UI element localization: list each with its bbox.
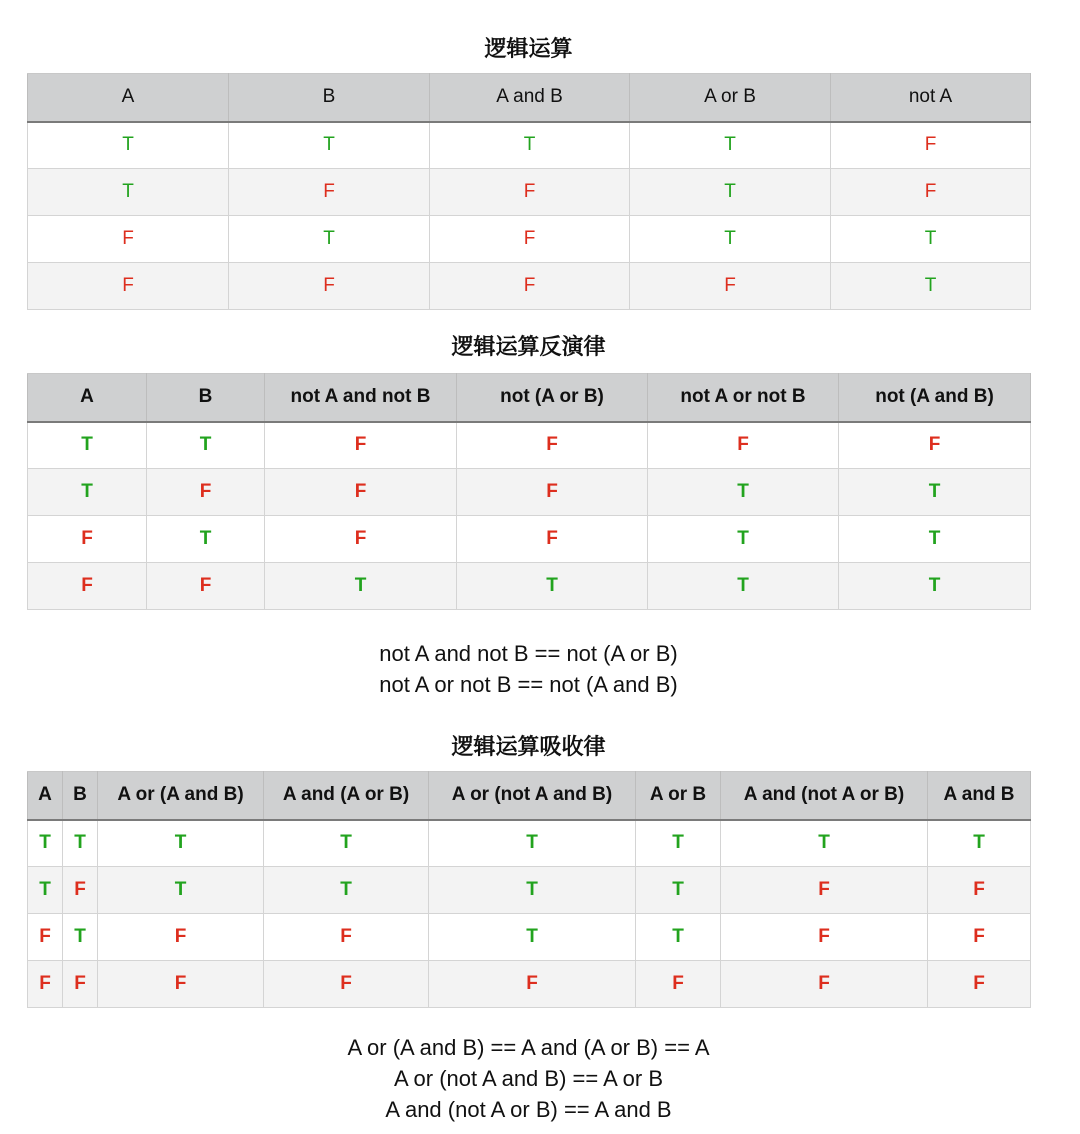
identity-equation: A and (not A or B) == A and B xyxy=(385,1097,672,1122)
truth-value-cell: F xyxy=(264,961,429,1008)
truth-value-cell: F xyxy=(265,422,457,469)
truth-value-cell: F xyxy=(429,961,636,1008)
truth-value-cell: T xyxy=(636,867,721,914)
section-title-de-morgan: 逻辑运算反演律 xyxy=(451,335,606,360)
column-header-a: A xyxy=(28,772,63,820)
column-header-not-a: not A xyxy=(831,74,1031,122)
truth-value-cell: F xyxy=(636,961,721,1008)
truth-value-cell: F xyxy=(147,563,265,610)
truth-value-cell: T xyxy=(98,867,264,914)
truth-value-cell: F xyxy=(147,469,265,516)
truth-value-cell: F xyxy=(721,961,928,1008)
truth-value-cell: T xyxy=(429,914,636,961)
column-header-a-or-b: A or B xyxy=(630,74,831,122)
identity-equation: not A and not B == not (A or B) xyxy=(379,641,678,666)
truth-value-cell: F xyxy=(265,516,457,563)
table-row xyxy=(28,216,1031,263)
table-row xyxy=(28,914,1031,961)
column-header-a-and-not-a-or-b: A and (not A or B) xyxy=(721,772,928,820)
truth-value-cell: T xyxy=(28,122,229,169)
truth-value-cell: T xyxy=(457,563,648,610)
truth-value-cell: F xyxy=(648,422,839,469)
truth-value-cell: T xyxy=(28,820,63,867)
truth-value-cell: F xyxy=(721,914,928,961)
truth-value-cell: F xyxy=(721,867,928,914)
truth-value-cell: F xyxy=(457,422,648,469)
identity-equation: not A or not B == not (A and B) xyxy=(379,672,678,697)
truth-value-cell: T xyxy=(265,563,457,610)
truth-value-cell: T xyxy=(429,820,636,867)
column-header-not-a-or-b: not (A or B) xyxy=(457,374,648,422)
truth-value-cell: T xyxy=(147,422,265,469)
truth-value-cell: T xyxy=(63,820,98,867)
de-morgan-notes xyxy=(0,638,1057,700)
column-header-not-a-and-b: not (A and B) xyxy=(839,374,1031,422)
truth-value-cell: F xyxy=(928,914,1031,961)
table-row xyxy=(28,961,1031,1008)
truth-value-cell: F xyxy=(264,914,429,961)
table-row xyxy=(28,516,1031,563)
truth-value-cell: F xyxy=(928,961,1031,1008)
truth-value-cell: F xyxy=(28,263,229,310)
truth-value-cell: T xyxy=(839,563,1031,610)
truth-value-cell: T xyxy=(28,422,147,469)
column-header-a-or-b: A or B xyxy=(636,772,721,820)
truth-value-cell: T xyxy=(28,867,63,914)
truth-value-cell: T xyxy=(430,122,630,169)
truth-value-cell: T xyxy=(63,914,98,961)
truth-value-cell: F xyxy=(28,516,147,563)
truth-value-cell: T xyxy=(630,169,831,216)
column-header-a-and-b: A and B xyxy=(430,74,630,122)
truth-value-cell: F xyxy=(831,122,1031,169)
column-header-not-a-or-not-b: not A or not B xyxy=(648,374,839,422)
truth-value-cell: T xyxy=(98,820,264,867)
table-row xyxy=(28,469,1031,516)
truth-value-cell: F xyxy=(63,961,98,1008)
truth-value-cell: F xyxy=(28,216,229,263)
truth-value-cell: F xyxy=(630,263,831,310)
truth-value-cell: F xyxy=(28,563,147,610)
column-header-not-a-and-not-b: not A and not B xyxy=(265,374,457,422)
truth-value-cell: T xyxy=(229,216,430,263)
truth-value-cell: F xyxy=(430,169,630,216)
column-header-a-and-a-or-b: A and (A or B) xyxy=(264,772,429,820)
column-header-b: B xyxy=(147,374,265,422)
table-row xyxy=(28,169,1031,216)
identity-equation: A or (A and B) == A and (A or B) == A xyxy=(347,1035,710,1060)
table-row xyxy=(28,422,1031,469)
section-title-absorption: 逻辑运算吸收律 xyxy=(451,735,606,760)
truth-value-cell: F xyxy=(63,867,98,914)
truth-value-cell: F xyxy=(229,169,430,216)
truth-value-cell: T xyxy=(839,516,1031,563)
truth-value-cell: F xyxy=(265,469,457,516)
column-header-a-or-a-and-b: A or (A and B) xyxy=(98,772,264,820)
truth-value-cell: F xyxy=(28,914,63,961)
truth-value-cell: T xyxy=(648,563,839,610)
section-title-logic: 逻辑运算 xyxy=(484,37,573,62)
identity-equation: A or (not A and B) == A or B xyxy=(393,1066,664,1091)
table-row xyxy=(28,867,1031,914)
truth-value-cell: F xyxy=(928,867,1031,914)
column-header-a: A xyxy=(28,374,147,422)
column-header-a-or-not-a-and-b: A or (not A and B) xyxy=(429,772,636,820)
truth-value-cell: T xyxy=(831,263,1031,310)
truth-value-cell: T xyxy=(636,914,721,961)
table-row xyxy=(28,263,1031,310)
truth-value-cell: F xyxy=(831,169,1031,216)
truth-value-cell: T xyxy=(831,216,1031,263)
table-row xyxy=(28,122,1031,169)
truth-value-cell: F xyxy=(98,914,264,961)
absorption-notes xyxy=(0,1032,1057,1125)
table-row xyxy=(28,563,1031,610)
column-header-a: A xyxy=(28,74,229,122)
truth-value-cell: T xyxy=(630,216,831,263)
column-header-b: B xyxy=(229,74,430,122)
truth-value-cell: T xyxy=(28,169,229,216)
truth-value-cell: T xyxy=(636,820,721,867)
truth-value-cell: F xyxy=(839,422,1031,469)
truth-value-cell: T xyxy=(229,122,430,169)
table-row xyxy=(28,820,1031,867)
column-header-a-and-b: A and B xyxy=(928,772,1031,820)
truth-value-cell: F xyxy=(98,961,264,1008)
truth-value-cell: T xyxy=(429,867,636,914)
truth-value-cell: T xyxy=(928,820,1031,867)
truth-value-cell: T xyxy=(648,516,839,563)
truth-value-cell: F xyxy=(430,216,630,263)
truth-value-cell: T xyxy=(839,469,1031,516)
truth-value-cell: F xyxy=(28,961,63,1008)
truth-value-cell: T xyxy=(721,820,928,867)
truth-value-cell: T xyxy=(147,516,265,563)
truth-value-cell: T xyxy=(264,867,429,914)
truth-value-cell: T xyxy=(630,122,831,169)
truth-table-absorption xyxy=(27,771,1031,1008)
truth-value-cell: T xyxy=(264,820,429,867)
truth-value-cell: T xyxy=(648,469,839,516)
truth-value-cell: F xyxy=(457,469,648,516)
truth-value-cell: F xyxy=(229,263,430,310)
column-header-b: B xyxy=(63,772,98,820)
truth-value-cell: F xyxy=(457,516,648,563)
truth-value-cell: T xyxy=(28,469,147,516)
truth-table-logic xyxy=(27,73,1031,310)
truth-table-de-morgan xyxy=(27,373,1031,610)
truth-value-cell: F xyxy=(430,263,630,310)
